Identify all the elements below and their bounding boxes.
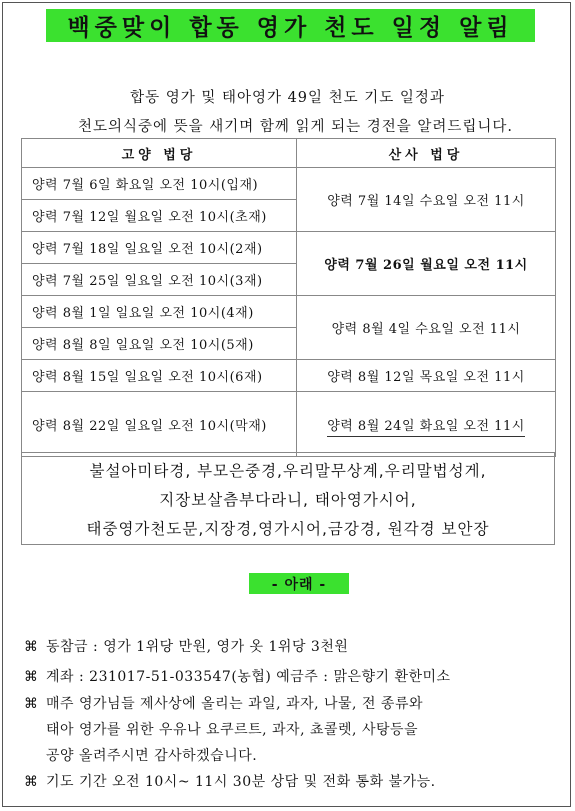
sutra-list	[21, 452, 555, 545]
goyang-row: 양력 8월 1일 일요일 오전 10시(4재)	[22, 296, 297, 328]
marker-icon: ⌘	[24, 639, 39, 655]
goyang-row: 양력 7월 18일 일요일 오전 10시(2재)	[22, 232, 297, 264]
note-hours-text: 기도 기간 오전 10시~ 11시 30분 상담 및 전화 통화 불가능.	[46, 774, 436, 790]
sansa-row	[297, 392, 556, 457]
goyang-row: 양력 7월 12일 월요일 오전 10시(초재)	[22, 200, 297, 232]
intro-line-1: 합동 영가 및 태아영가 49일 천도 기도 일정과	[130, 90, 445, 106]
goyang-row: 양력 8월 22일 일요일 오전 10시(막재)	[22, 392, 297, 457]
schedule-table	[21, 138, 556, 457]
below-label: - 아래 -	[249, 573, 349, 594]
marker-icon: ⌘	[24, 774, 39, 790]
goyang-row: 양력 7월 25일 일요일 오전 10시(3재)	[22, 264, 297, 296]
sutra-line-2: 지장보살츰부다라니, 태아영가시어,	[159, 491, 417, 509]
goyang-row: 양력 8월 8일 일요일 오전 10시(5재)	[22, 328, 297, 360]
goyang-row: 양력 8월 15일 일요일 오전 10시(6재)	[22, 360, 297, 392]
sansa-row-text: 양력 8월 24일 화요일 오전 11시	[327, 419, 525, 437]
note-account	[24, 666, 451, 686]
sansa-row: 양력 7월 26일 월요일 오전 11시	[297, 232, 556, 296]
marker-icon: ⌘	[24, 669, 39, 685]
note-fee	[24, 636, 348, 656]
note-fee-text: 동참금 : 영가 1위당 만원, 영가 옷 1위당 3천원	[46, 639, 349, 655]
note-offering-text-3: 공양 올려주시면 감사하겠습니다.	[46, 748, 258, 764]
note-offering-text-2: 태아 영가를 위한 우유나 요쿠르트, 과자, 쵸콜렛, 사탕등을	[46, 722, 419, 738]
sansa-row: 양력 8월 12일 목요일 오전 11시	[297, 360, 556, 392]
sansa-header: 산사 법당	[297, 139, 556, 168]
intro-line-2: 천도의식중에 뜻을 새기며 함께 읽게 되는 경전을 알려드립니다.	[77, 119, 514, 135]
sutra-line-1: 불설아미타경, 부모은중경,우리말무상계,우리말법성게,	[89, 462, 487, 480]
marker-icon: ⌘	[24, 696, 39, 712]
sutra-line-3: 태중영가천도문,지장경,영가시어,금강경, 원각경 보안장	[86, 520, 490, 538]
goyang-header: 고양 법당	[22, 139, 297, 168]
goyang-row: 양력 7월 6일 화요일 오전 10시(입재)	[22, 168, 297, 200]
page-title: 백중맞이 합동 영가 천도 일정 알림	[46, 9, 535, 42]
sansa-row: 양력 8월 4일 수요일 오전 11시	[297, 296, 556, 360]
note-offering-text-1: 매주 영가님들 제사상에 올리는 과일, 과자, 나물, 전 종류와	[46, 696, 424, 712]
note-hours	[24, 771, 436, 791]
sansa-row: 양력 7월 14일 수요일 오전 11시	[297, 168, 556, 232]
note-account-text: 계좌 : 231017-51-033547(농협) 예금주 : 맑은향기 환한미소	[46, 669, 451, 685]
note-offering	[24, 693, 423, 713]
